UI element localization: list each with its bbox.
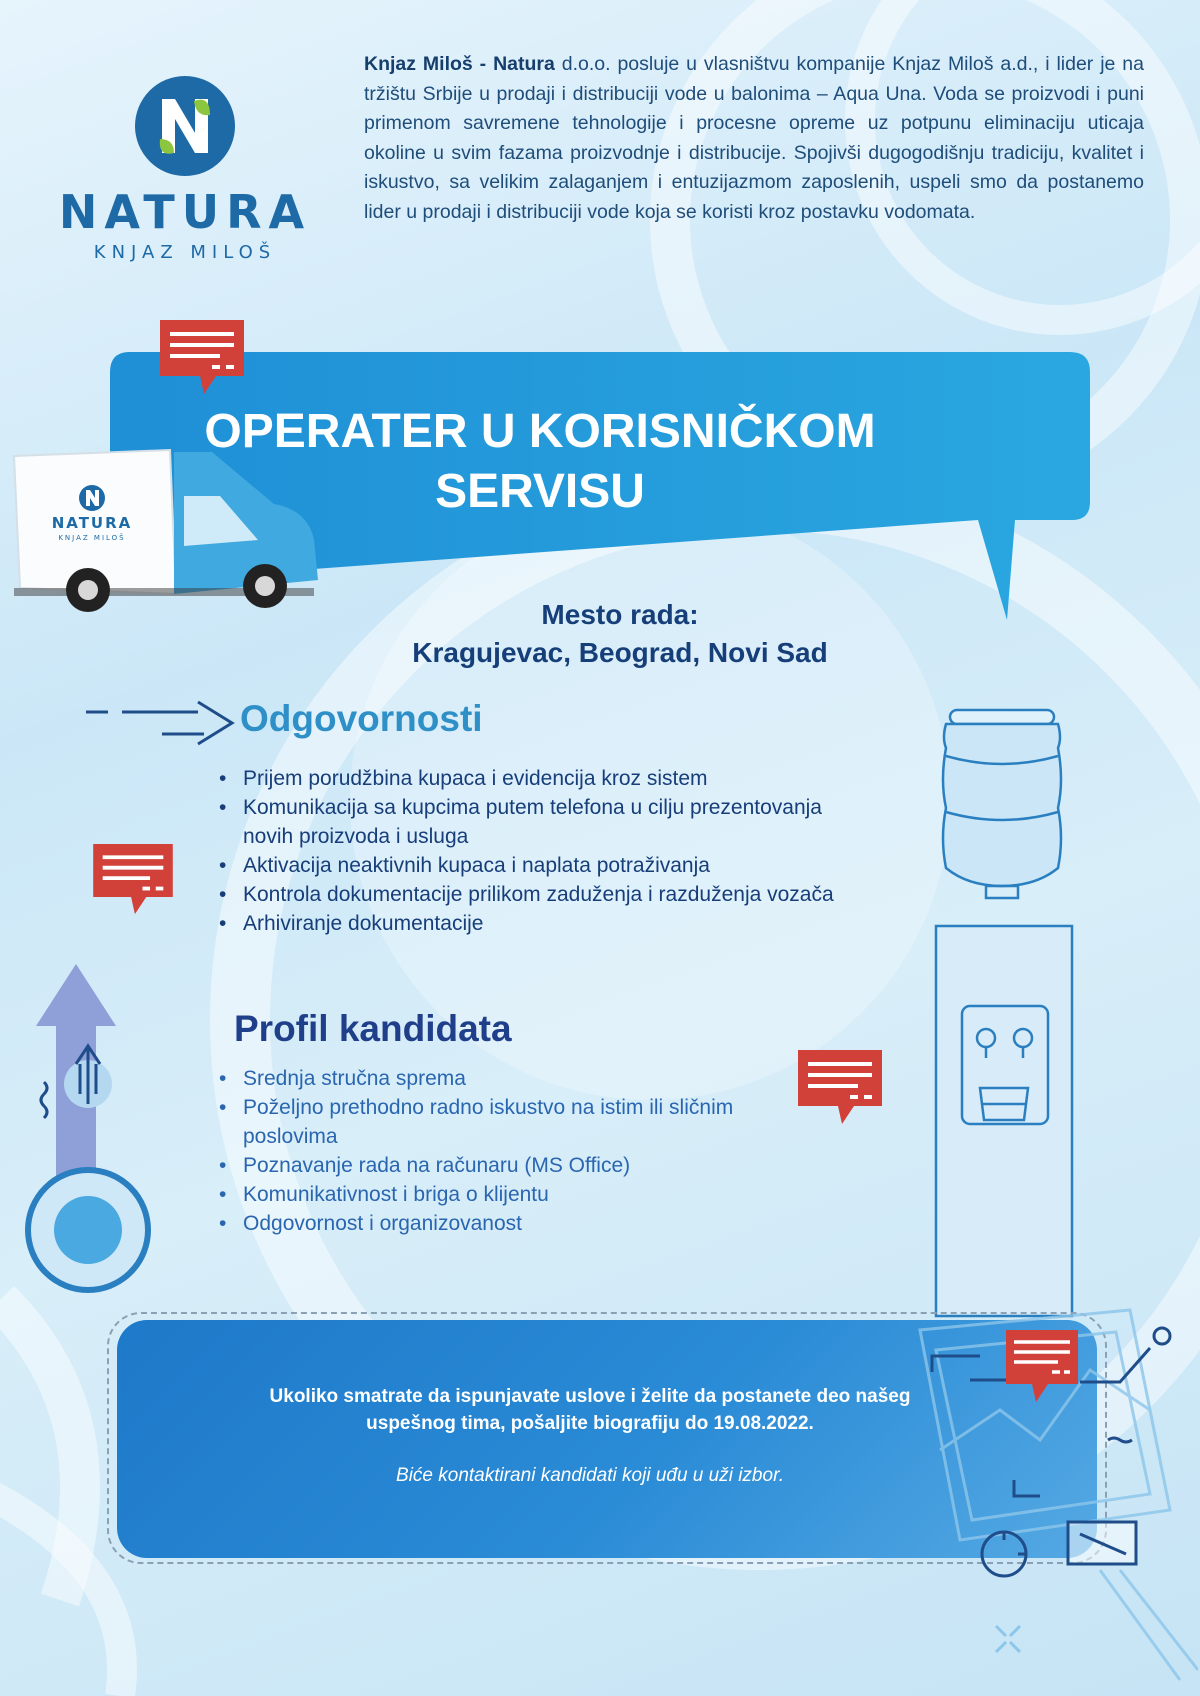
intro-text: d.o.o. posluje u vlasništvu kompanije Knjaz Miloš a.d., i lider je na tržištu Srbije u prodaji i distribuciji vode u balonima – Aqua Una. Voda se proizvodi i puni primenom savremene tehnologije i procesne opreme uz potpunu eliminaciju uticaja okoline u svim fazama proizvodnje i distribucije. Spojivši dugogodišnju tradiciju, kvalitet i iskustvo, sa velikim zalaganjem i entuzijazmom zaposlenih, uspeli smo da postanemo lider u prodaji i distribuciji vode koja se koristi kroz postavku vodomata. <box>364 53 1144 223</box>
list-item: • Srednja stručna sprema <box>214 1064 774 1093</box>
list-item: • Komunikacija sa kupcima putem telefona u cilju prezentovanja novih proizvoda i usluga <box>214 793 854 851</box>
truck-logo-name: NATURA <box>51 514 133 532</box>
list-item: • Poželjno prethodno radno iskustvo na istim ili sličnim poslovima <box>214 1093 774 1151</box>
company-intro <box>364 50 1144 227</box>
speech-bubble-icon <box>798 1050 882 1126</box>
cta-note: Biće kontaktirani kandidati koji uđu u uži izbor. <box>396 1465 784 1486</box>
work-location-label: Mesto rada: <box>541 599 699 630</box>
list-item: • Komunikativnost i briga o klijentu <box>214 1180 774 1209</box>
water-cooler-icon <box>928 708 1078 1320</box>
list-item: • Odgovornost i organizovanost <box>214 1209 774 1238</box>
logo-subtitle: KNJAZ MILOŠ <box>93 242 277 263</box>
responsibilities-list <box>214 764 854 938</box>
speech-bubble-icon <box>160 320 244 396</box>
natura-logo-icon <box>134 75 236 177</box>
work-location <box>300 596 940 672</box>
list-item: • Arhiviranje dokumentacije <box>214 909 854 938</box>
logo-name: NATURA <box>58 185 312 239</box>
computer-outline-icon <box>880 1300 1198 1696</box>
truck-logo-subtitle: KNJAZ MILOŠ <box>58 534 126 542</box>
company-name: Knjaz Miloš - Natura <box>364 53 555 75</box>
arrow-up-icon <box>24 964 154 1300</box>
list-item: • Poznavanje rada na računaru (MS Office) <box>214 1151 774 1180</box>
job-title-line1: OPERATER U KORISNIČKOM <box>204 405 876 458</box>
job-title <box>190 402 890 522</box>
cta-line1: Ukoliko smatrate da ispunjavate uslove i želite da postanete deo našeg <box>269 1386 911 1407</box>
list-item: • Prijem porudžbina kupaca i evidencija kroz sistem <box>214 764 854 793</box>
company-logo <box>50 75 320 265</box>
cta-line2: uspešnog tima, pošaljite biografiju do 19.08.2022. <box>366 1413 814 1434</box>
arrow-right-icon <box>86 700 236 746</box>
speech-bubble-icon <box>92 844 174 916</box>
profile-heading: Profil kandidata <box>234 1008 512 1049</box>
list-item: • Aktivacija neaktivnih kupaca i naplata potraživanja <box>214 851 854 880</box>
responsibilities-heading: Odgovornosti <box>240 698 483 739</box>
list-item: • Kontrola dokumentacije prilikom zaduženja i razduženja vozača <box>214 880 854 909</box>
cta-text <box>200 1383 980 1437</box>
job-title-line2: SERVISU <box>435 465 645 518</box>
profile-list <box>214 1064 774 1238</box>
work-location-cities: Kragujevac, Beograd, Novi Sad <box>412 637 828 668</box>
